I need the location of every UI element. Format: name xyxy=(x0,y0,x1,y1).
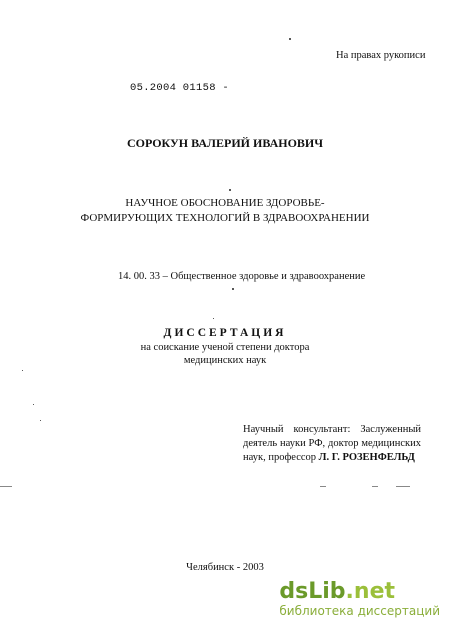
consultant-name: Л. Г. РОЗЕНФЕЛЬД xyxy=(318,452,415,463)
watermark-logo-main: dsLib xyxy=(279,579,346,604)
watermark-logo xyxy=(279,580,440,604)
specialty-code: 14. 00. 33 – Общественное здоровье и здравоохранение xyxy=(118,271,366,282)
library-watermark[interactable] xyxy=(279,580,440,618)
dissertation-label: ДИССЕРТАЦИЯ xyxy=(163,327,287,339)
author-name: СОРОКУН ВАЛЕРИЙ ИВАНОВИЧ xyxy=(126,136,324,150)
consultant-prefix: наук, профессор xyxy=(243,452,319,463)
scan-mark xyxy=(320,486,326,487)
scan-speck xyxy=(229,189,231,191)
degree-description xyxy=(0,341,450,367)
watermark-logo-tld: .net xyxy=(345,579,396,604)
title-line-1: НАУЧНОЕ ОБОСНОВАНИЕ ЗДОРОВЬЕ- xyxy=(125,197,325,209)
scientific-consultant xyxy=(243,423,421,465)
scan-speck xyxy=(40,420,41,421)
degree-line-2: медицинских наук xyxy=(183,355,267,366)
scan-mark xyxy=(396,486,410,487)
registration-stamp: 05.2004 01158 - xyxy=(130,82,230,94)
scan-speck xyxy=(33,404,34,405)
scan-mark xyxy=(0,486,12,487)
rights-notice: На правах рукописи xyxy=(336,50,426,61)
scan-speck xyxy=(213,318,214,319)
scan-speck xyxy=(232,288,234,290)
consultant-line-2: деятель науки РФ, доктор медицинских xyxy=(243,438,421,449)
scan-speck xyxy=(289,38,291,40)
scan-speck xyxy=(22,370,23,371)
scan-mark xyxy=(372,486,378,487)
consultant-line-3 xyxy=(243,451,421,465)
degree-line-1: на соискание ученой степени доктора xyxy=(140,342,310,353)
dissertation-title xyxy=(0,196,450,226)
title-line-2: ФОРМИРУЮЩИХ ТЕХНОЛОГИЙ В ЗДРАВООХРАНЕНИИ xyxy=(80,212,370,224)
consultant-line-1: Научный консультант: Заслуженный xyxy=(243,424,421,435)
city-year: Челябинск - 2003 xyxy=(186,562,264,573)
watermark-subtitle: библиотека диссертаций xyxy=(279,604,440,618)
